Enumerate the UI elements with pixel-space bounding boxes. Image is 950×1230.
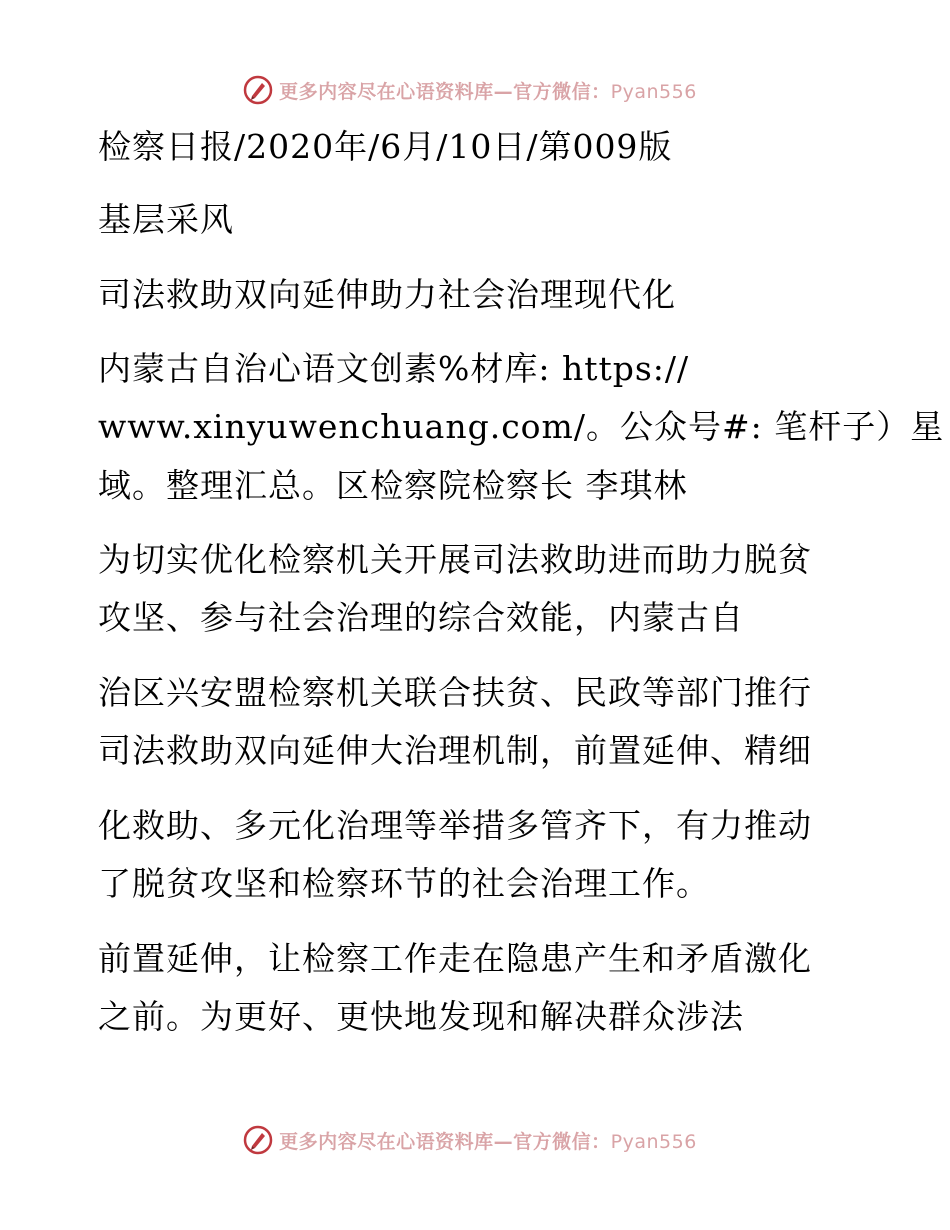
text-line: 攻坚、参与社会治理的综合效能，内蒙古自 — [98, 598, 744, 637]
watermark-text — [279, 1127, 697, 1154]
text-line: 基层采风 — [98, 200, 234, 239]
text-line: 司法救助双向延伸大治理机制，前置延伸、精细 — [98, 731, 812, 770]
watermark-inner — [243, 75, 697, 105]
watermark-label: 更多内容尽在心语资料库—官方微信： — [279, 80, 611, 103]
pen-logo-icon — [243, 75, 273, 105]
text-line: 了脱贫攻坚和检察环节的社会治理工作。 — [98, 864, 710, 903]
text-line: 之前。为更好、更快地发现和解决群众涉法 — [98, 997, 744, 1036]
header-watermark — [0, 70, 950, 110]
text-line: www.xinyuwenchuang.com/。公众号#: 笔杆子）星 — [98, 407, 945, 446]
footer-watermark — [0, 1120, 950, 1160]
text-line: 检察日报/2020年/6月/10日/第009版 — [98, 127, 673, 166]
text-line: 治区兴安盟检察机关联合扶贫、民政等部门推行 — [98, 673, 812, 712]
watermark-wechat-id: Pyan556 — [610, 80, 697, 103]
watermark-wechat-id: Pyan556 — [610, 1130, 697, 1153]
pen-logo-icon — [243, 1125, 273, 1155]
text-line: 司法救助双向延伸助力社会治理现代化 — [98, 275, 676, 314]
text-line: 前置延伸，让检察工作走在隐患产生和矛盾激化 — [98, 939, 812, 978]
watermark-inner — [243, 1125, 697, 1155]
text-line: 域。整理汇总。区检察院检察长 李琪林 — [98, 466, 688, 505]
watermark-text — [279, 77, 697, 104]
text-line: 内蒙古自治心语文创素%材库: https:// — [98, 349, 690, 388]
watermark-label: 更多内容尽在心语资料库—官方微信： — [279, 1130, 611, 1153]
text-line: 为切实优化检察机关开展司法救助进而助力脱贫 — [98, 540, 812, 579]
text-line: 化救助、多元化治理等举措多管齐下，有力推动 — [98, 806, 812, 845]
